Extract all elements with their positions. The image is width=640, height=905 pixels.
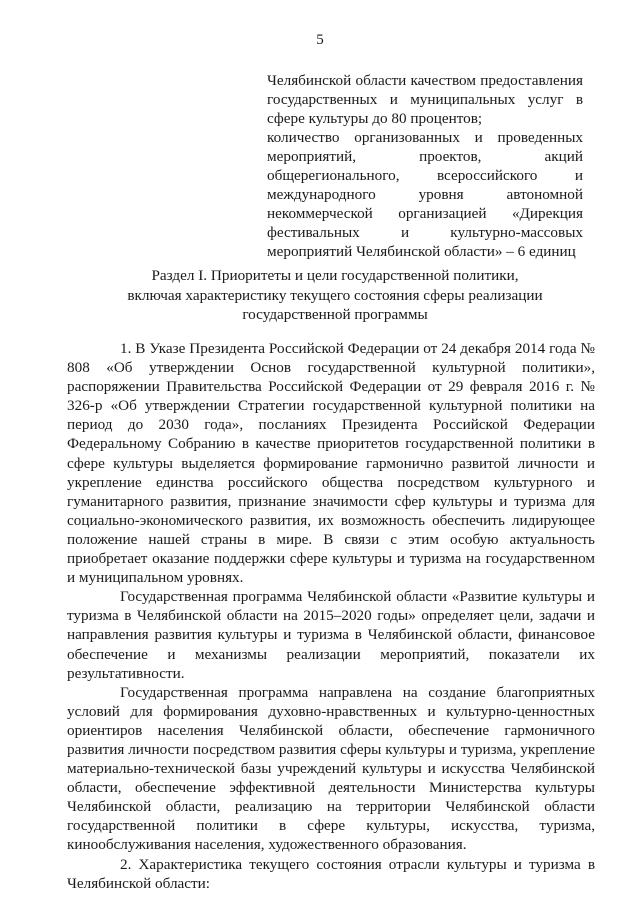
section-heading-line-1: Раздел I. Приоритеты и цели государственной политики, xyxy=(151,267,519,284)
paragraph-program-goals: Государственная программа Челябинской области «Развитие культуры и туризма в Челябинской области на 2015–2020 годы» определяет цели, задачи и направления развития культуры и туризма в Челябинской области, финансовое обеспечение и механизмы реализации мероприятий, показатели их результативности. xyxy=(67,588,595,682)
body-text xyxy=(67,339,595,893)
page-number: 5 xyxy=(316,32,324,48)
continued-list-block xyxy=(267,71,583,261)
list-item-events-count: количество организованных и проведенных мероприятий, проектов, акций общерегионального, всероссийского и международного уровня автономной некоммерческой организацией «Дирекция фестивальных и культурно-массовых мероприятий Челябинской области» – 6 единиц xyxy=(267,129,583,260)
section-heading xyxy=(60,266,610,325)
paragraph-current-state: 2. Характеристика текущего состояния отрасли культуры и туризма в Челябинской области: xyxy=(67,855,595,892)
paragraph-priorities: 1. В Указе Президента Российской Федерации от 24 декабря 2014 года № 808 «Об утверждении Основ государственной культурной политики», распоряжении Правительства Российской Федерации от 29 февраля 2016 г. № 326-р «Об утверждении Стратегии государственной культурной политики на период до 2030 года», посланиях Президента Российской Федерации Федеральному Собранию в качестве приоритетов государственной политики в сфере культуры выделяется формирование гармонично развитой личности и укрепление единства российского общества посредством культурного и гуманитарного развития, признание значимости сфер культуры и туризма для социально-экономического развития, их возможность обеспечить лидирующее положение нашей страны в мире. В связи с этим особую актуальность приобретает оказание поддержки сфере культуры и туризма на государственном и муниципальном уровнях. xyxy=(67,340,595,587)
section-heading-line-3: государственной программы xyxy=(242,306,428,323)
paragraph-program-direction: Государственная программа направлена на создание благоприятных условий для формирования духовно-нравственных и культурно-ценностных ориентиров населения Челябинской области, обеспечение гармоничного развития личности посредством развития сферы культуры и туризма, укрепление материально-технической базы учреждений культуры и искусства Челябинской области, обеспечение эффективной деятельности Министерства культуры Челябинской области, реализацию на территории Челябинской области государственной политики в сфере культуры, искусства, туризма, кинообслуживания населения, художественного образования. xyxy=(67,683,595,854)
list-item-satisfaction: Челябинской области качеством предоставления государственных и муниципальных услуг в сфере культуры до 80 процентов; xyxy=(267,72,583,127)
section-heading-line-2: включая характеристику текущего состояния сферы реализации xyxy=(127,286,543,304)
